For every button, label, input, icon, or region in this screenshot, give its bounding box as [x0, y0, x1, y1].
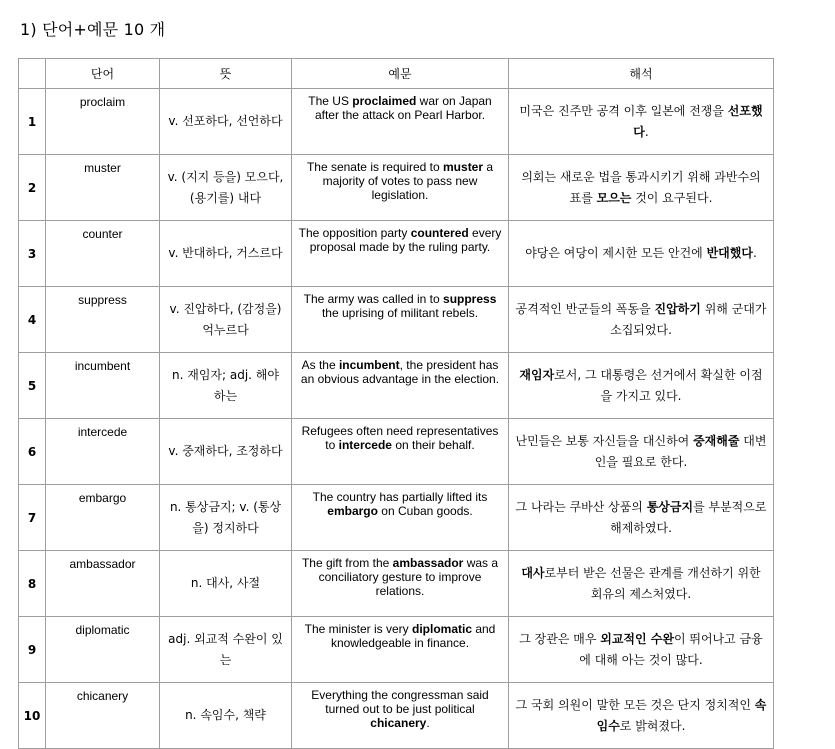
highlighted-term: diplomatic: [411, 622, 472, 636]
column-header-word: 단어: [46, 59, 160, 89]
row-number: 7: [19, 485, 46, 551]
row-number: 1: [19, 89, 46, 155]
example-sentence-cell: [292, 155, 509, 221]
meaning-cell: n. 통상금지; v. (통상을) 정지하다: [160, 485, 292, 551]
highlighted-term: 반대했다: [706, 246, 753, 260]
example-sentence-cell: [292, 419, 509, 485]
text-segment: 그 장관은 매우: [519, 631, 601, 646]
table-row: [19, 683, 774, 749]
highlighted-term: chicanery: [370, 716, 427, 730]
text-segment: 야당은 여당이 제시한 모든 안건에: [525, 246, 707, 260]
column-header-meaning: 뜻: [160, 59, 292, 89]
highlighted-term: incumbent: [338, 358, 400, 372]
text-segment: The opposition party: [298, 226, 411, 240]
translation-cell: [509, 551, 774, 617]
meaning-cell: v. (지지 등을) 모으다, (용기를) 내다: [160, 155, 292, 221]
meaning-cell: n. 재임자; adj. 해야 하는: [160, 353, 292, 419]
text-segment: 그 나라는 쿠바산 상품의: [515, 499, 647, 514]
text-segment: 공격적인 반군들의 폭동을: [515, 301, 655, 316]
row-number: 8: [19, 551, 46, 617]
table-row: [19, 485, 774, 551]
row-number: 9: [19, 617, 46, 683]
text-segment: 로서, 그 대통령은 선거에서 확실한 이점을 가지고 있다.: [554, 367, 763, 403]
meaning-cell: v. 반대하다, 거스르다: [160, 221, 292, 287]
translation-cell: [509, 221, 774, 287]
table-row: [19, 287, 774, 353]
text-segment: The army was called in to: [303, 292, 444, 306]
column-header-translation: 해석: [509, 59, 774, 89]
translation-cell: [509, 89, 774, 155]
row-number: 6: [19, 419, 46, 485]
row-number: 5: [19, 353, 46, 419]
translation-cell: [509, 419, 774, 485]
highlighted-term: 대사: [521, 565, 545, 580]
highlighted-term: 외교적인 수완: [600, 631, 674, 646]
meaning-cell: v. 중재하다, 조정하다: [160, 419, 292, 485]
example-sentence-cell: [292, 683, 509, 749]
text-segment: was a conciliatory gesture to improve relations.: [318, 556, 499, 598]
example-sentence-cell: [292, 287, 509, 353]
word-cell: muster: [46, 155, 160, 221]
highlighted-term: 선포했다: [633, 103, 763, 139]
meaning-cell: n. 속임수, 책략: [160, 683, 292, 749]
word-cell: proclaim: [46, 89, 160, 155]
example-sentence-cell: [292, 221, 509, 287]
row-number: 4: [19, 287, 46, 353]
example-sentence-cell: [292, 617, 509, 683]
highlighted-term: 모으는: [596, 190, 632, 205]
highlighted-term: 통상금지: [646, 499, 694, 514]
text-segment: As the: [301, 358, 339, 372]
highlighted-term: intercede: [338, 438, 392, 452]
highlighted-term: proclaimed: [352, 94, 417, 108]
column-header-number: [19, 59, 46, 89]
text-segment: .: [644, 124, 649, 139]
example-sentence-cell: [292, 353, 509, 419]
text-segment: 의회는 새로운 법을 통과시키기 위해 과반수의 표를: [521, 169, 761, 205]
word-cell: embargo: [46, 485, 160, 551]
table-row: [19, 221, 774, 287]
translation-cell: [509, 287, 774, 353]
meaning-cell: v. 진압하다, (감정을) 억누르다: [160, 287, 292, 353]
table-row: [19, 419, 774, 485]
text-segment: on Cuban goods.: [377, 504, 473, 518]
highlighted-term: 재임자: [519, 367, 555, 382]
word-cell: diplomatic: [46, 617, 160, 683]
table-row: [19, 551, 774, 617]
highlighted-term: suppress: [443, 292, 497, 306]
table-header-row: [19, 59, 774, 89]
text-segment: and knowledgeable in finance.: [330, 622, 496, 650]
word-cell: ambassador: [46, 551, 160, 617]
text-segment: The country has partially lifted its: [312, 490, 488, 504]
text-segment: 난민들은 보통 자신들을 대신하여: [515, 433, 694, 448]
text-segment: .: [426, 716, 430, 730]
word-cell: counter: [46, 221, 160, 287]
highlighted-term: 진압하기: [654, 301, 701, 316]
text-segment: 로부터 받은 선물은 관계를 개선하기 위한 회유의 제스처였다.: [544, 565, 761, 601]
translation-cell: [509, 485, 774, 551]
highlighted-term: countered: [410, 226, 469, 240]
row-number: 2: [19, 155, 46, 221]
text-segment: 를 부분적으로 해제하였다.: [610, 499, 767, 535]
text-segment: The minister is very: [304, 622, 412, 636]
text-segment: Everything the congressman said turned out to be just political: [311, 688, 489, 716]
word-cell: suppress: [46, 287, 160, 353]
vocabulary-table: [18, 58, 774, 749]
text-segment: 위해 군대가 소집되었다.: [610, 301, 767, 337]
meaning-cell: v. 선포하다, 선언하다: [160, 89, 292, 155]
table-row: [19, 89, 774, 155]
section-heading: 1) 단어+예문 10 개: [20, 20, 166, 39]
word-cell: incumbent: [46, 353, 160, 419]
table-row: [19, 155, 774, 221]
text-segment: 그 국회 의원이 말한 모든 것은 단지 정치적인: [515, 697, 755, 712]
text-segment: 로 밝혀졌다.: [619, 718, 686, 733]
translation-cell: [509, 683, 774, 749]
highlighted-term: 속임수: [596, 697, 767, 733]
translation-cell: [509, 155, 774, 221]
text-segment: a majority of votes to pass new legislation.: [322, 160, 494, 202]
highlighted-term: embargo: [327, 504, 378, 518]
text-segment: The gift from the: [301, 556, 393, 570]
word-cell: chicanery: [46, 683, 160, 749]
text-segment: .: [752, 246, 757, 260]
row-number: 3: [19, 221, 46, 287]
text-segment: every proposal made by the ruling party.: [309, 226, 502, 254]
column-header-example: 예문: [292, 59, 509, 89]
example-sentence-cell: [292, 551, 509, 617]
text-segment: on their behalf.: [391, 438, 475, 452]
example-sentence-cell: [292, 89, 509, 155]
text-segment: , the president has an obvious advantage in the election.: [300, 358, 500, 386]
text-segment: war on Japan after the attack on Pearl Harbor.: [314, 94, 492, 122]
text-segment: the uprising of militant rebels.: [321, 306, 479, 320]
highlighted-term: 중재해줄: [693, 433, 740, 448]
text-segment: The senate is required to: [306, 160, 444, 174]
text-segment: Refugees often need representatives to: [301, 424, 499, 452]
highlighted-term: ambassador: [392, 556, 464, 570]
translation-cell: [509, 353, 774, 419]
table-row: [19, 353, 774, 419]
meaning-cell: adj. 외교적 수완이 있는: [160, 617, 292, 683]
row-number: 10: [19, 683, 46, 749]
text-segment: 것이 요구된다.: [631, 190, 713, 205]
text-segment: 대변인을 필요로 한다.: [594, 433, 767, 469]
highlighted-term: muster: [443, 160, 484, 174]
meaning-cell: n. 대사, 사절: [160, 551, 292, 617]
text-segment: 미국은 진주만 공격 이후 일본에 전쟁을: [519, 103, 728, 118]
text-segment: 이 뛰어나고 금융에 대해 아는 것이 많다.: [579, 631, 763, 667]
translation-cell: [509, 617, 774, 683]
word-cell: intercede: [46, 419, 160, 485]
table-row: [19, 617, 774, 683]
text-segment: The US: [308, 94, 353, 108]
example-sentence-cell: [292, 485, 509, 551]
